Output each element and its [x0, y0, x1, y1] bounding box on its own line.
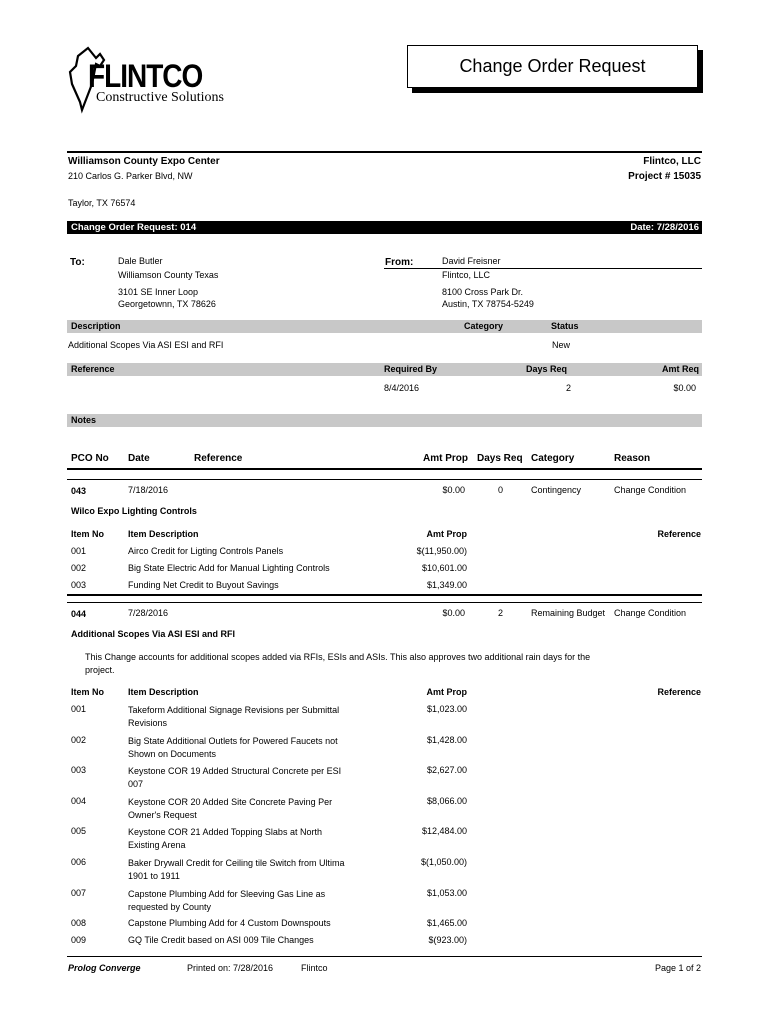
item-amount: $1,428.00 — [426, 735, 467, 745]
amt-req-header: Amt Req — [661, 364, 699, 374]
from-label: From: — [385, 257, 414, 268]
footer-company: Flintco — [301, 963, 328, 973]
required-by-header: Required By — [384, 364, 438, 374]
pco-no-header: PCO No — [71, 453, 109, 464]
pco-043-number: 043 — [71, 486, 87, 496]
footer-printed-on: Printed on: 7/28/2016 — [187, 963, 274, 973]
company-name: Flintco, LLC — [643, 156, 701, 167]
item-description: GQ Tile Credit based on ASI 009 Tile Changes — [128, 935, 314, 945]
pco-043-title: Wilco Expo Lighting Controls — [71, 506, 197, 516]
item-description: Big State Additional Outlets for Powered Faucets not Shown on Documents — [128, 736, 338, 759]
cor-bar — [67, 221, 702, 234]
item-number: 004 — [71, 796, 87, 806]
pco-043-item-desc-header: Item Description — [128, 529, 199, 539]
pco-amt-prop-header: Amt Prop — [423, 453, 468, 464]
item-description: Capstone Plumbing Add for 4 Custom Downspouts — [128, 918, 331, 928]
pco-044-category: Remaining Budget — [531, 608, 606, 618]
pco-044-title: Additional Scopes Via ASI ESI and RFI — [71, 629, 236, 639]
item-amount: $8,066.00 — [426, 796, 467, 806]
item-description: Keystone COR 20 Added Site Concrete Paving Per Owner's Request — [128, 797, 333, 820]
notes-header: Notes — [71, 415, 97, 425]
from-line-3: 8100 Cross Park Dr. — [442, 287, 524, 297]
item-number: 003 — [71, 580, 87, 590]
item-amount: $1,053.00 — [426, 888, 467, 898]
description-header: Description — [71, 321, 121, 331]
pco-043-category: Contingency — [531, 485, 582, 495]
project-address-line1: 210 Carlos G. Parker Blvd, NW — [68, 171, 193, 181]
item-number: 009 — [71, 935, 87, 945]
pco-reason-header: Reason — [614, 453, 651, 464]
cor-date: Date: 7/28/2016 — [630, 222, 699, 233]
item-description: Big State Electric Add for Manual Lighting Controls — [128, 563, 330, 573]
footer-rule — [67, 956, 702, 957]
days-req-value: 2 — [566, 383, 572, 393]
pco-044-item-ref-header: Reference — [657, 687, 701, 697]
description-header-bar — [67, 320, 702, 333]
item-number: 001 — [71, 546, 87, 556]
project-name: Williamson County Expo Center — [68, 156, 220, 167]
header-divider — [67, 151, 702, 153]
item-description: Funding Net Credit to Buyout Savings — [128, 580, 279, 590]
amt-req-value: $0.00 — [673, 383, 696, 393]
category-header: Category — [464, 321, 504, 331]
item-amount: $1,023.00 — [426, 704, 467, 714]
item-amount: $(1,050.00) — [420, 857, 467, 867]
pco-044-amount: $0.00 — [442, 608, 465, 618]
item-description: Keystone COR 19 Added Structural Concrete per ESI 007 — [128, 766, 342, 789]
item-description: Takeform Additional Signage Revisions per Submittal Revisions — [128, 705, 340, 728]
pco-043-date: 7/18/2016 — [128, 485, 169, 495]
footer-app-name: Prolog Converge — [68, 963, 141, 973]
to-line-4: Georgetownn, TX 78626 — [118, 299, 216, 309]
company-logo — [66, 44, 224, 116]
to-label: To: — [70, 257, 85, 268]
pco-044-date: 7/28/2016 — [128, 608, 169, 618]
item-number: 002 — [71, 735, 87, 745]
title-box — [407, 45, 698, 88]
item-number: 002 — [71, 563, 87, 573]
logo-brand: FLINTCO — [88, 58, 203, 94]
pco-044-item-amt-header: Amt Prop — [426, 687, 467, 697]
pco-043-item-amt-header: Amt Prop — [426, 529, 467, 539]
item-description: Baker Drywall Credit for Ceiling tile Switch from Ultima 1901 to 1911 — [128, 858, 345, 881]
from-line-4: Austin, TX 78754-5249 — [442, 299, 534, 309]
item-amount: $(11,950.00) — [416, 546, 467, 556]
required-by-value: 8/4/2016 — [384, 383, 420, 393]
to-line-1: Dale Butler — [118, 256, 163, 266]
item-number: 003 — [71, 765, 87, 775]
pco-date-header: Date — [128, 453, 150, 464]
pco-044-days: 2 — [498, 608, 504, 618]
pco-043-top-rule — [67, 479, 702, 480]
to-line-3: 3101 SE Inner Loop — [118, 287, 199, 297]
pco-reference-header: Reference — [194, 453, 243, 464]
pco-044-top-rule — [67, 594, 702, 596]
item-description: Keystone COR 21 Added Topping Slabs at North Existing Arena — [128, 827, 322, 850]
project-address-line2: Taylor, TX 76574 — [68, 198, 136, 208]
item-number: 007 — [71, 888, 87, 898]
days-req-header: Days Req — [526, 364, 568, 374]
item-amount: $12,484.00 — [421, 826, 467, 836]
item-amount: $2,627.00 — [426, 765, 467, 775]
reference-header: Reference — [71, 364, 115, 374]
pco-044-reason: Change Condition — [614, 608, 687, 618]
pco-043-reason: Change Condition — [614, 485, 687, 495]
description-value: Additional Scopes Via ASI ESI and RFI — [68, 340, 224, 350]
pco-044-number: 044 — [71, 609, 87, 619]
cor-number: Change Order Request: 014 — [71, 222, 197, 233]
logo-tagline: Constructive Solutions — [96, 90, 224, 105]
reference-header-bar — [67, 363, 702, 376]
to-line-2: Williamson County Texas — [118, 270, 219, 280]
pco-044-item-desc-header: Item Description — [128, 687, 199, 697]
to-from-underline — [384, 268, 702, 269]
item-amount: $(923.00) — [428, 935, 467, 945]
pco-043-days: 0 — [498, 485, 504, 495]
pco-category-header: Category — [531, 453, 575, 464]
pco-044-top-rule-2 — [67, 602, 702, 603]
status-header: Status — [551, 321, 579, 331]
item-number: 005 — [71, 826, 87, 836]
pco-header-rule — [67, 468, 702, 470]
item-description: Airco Credit for Ligting Controls Panels — [128, 546, 284, 556]
item-amount: $1,349.00 — [426, 580, 467, 590]
pco-days-req-header: Days Req — [477, 453, 523, 464]
pco-044-item-no-header: Item No — [71, 687, 105, 697]
from-line-2: Flintco, LLC — [442, 270, 491, 280]
pco-043-item-ref-header: Reference — [657, 529, 701, 539]
item-amount: $10,601.00 — [421, 563, 467, 573]
project-number: Project # 15035 — [628, 171, 701, 182]
pco-044-note: This Change accounts for additional scopes added via RFIs, ESIs and ASIs. This also approves two additional rain days for the project. — [85, 652, 591, 675]
status-value: New — [552, 340, 571, 350]
item-number: 001 — [71, 704, 87, 714]
document-title: Change Order Request — [459, 56, 646, 76]
pco-043-amount: $0.00 — [442, 485, 465, 495]
footer-page-number: Page 1 of 2 — [654, 963, 701, 973]
item-number: 008 — [71, 918, 87, 928]
from-line-1: David Freisner — [442, 256, 501, 266]
item-description: Capstone Plumbing Add for Sleeving Gas Line as requested by County — [128, 889, 326, 912]
item-number: 006 — [71, 857, 87, 867]
notes-header-bar — [67, 414, 702, 427]
item-amount: $1,465.00 — [426, 918, 467, 928]
pco-043-item-no-header: Item No — [71, 529, 105, 539]
